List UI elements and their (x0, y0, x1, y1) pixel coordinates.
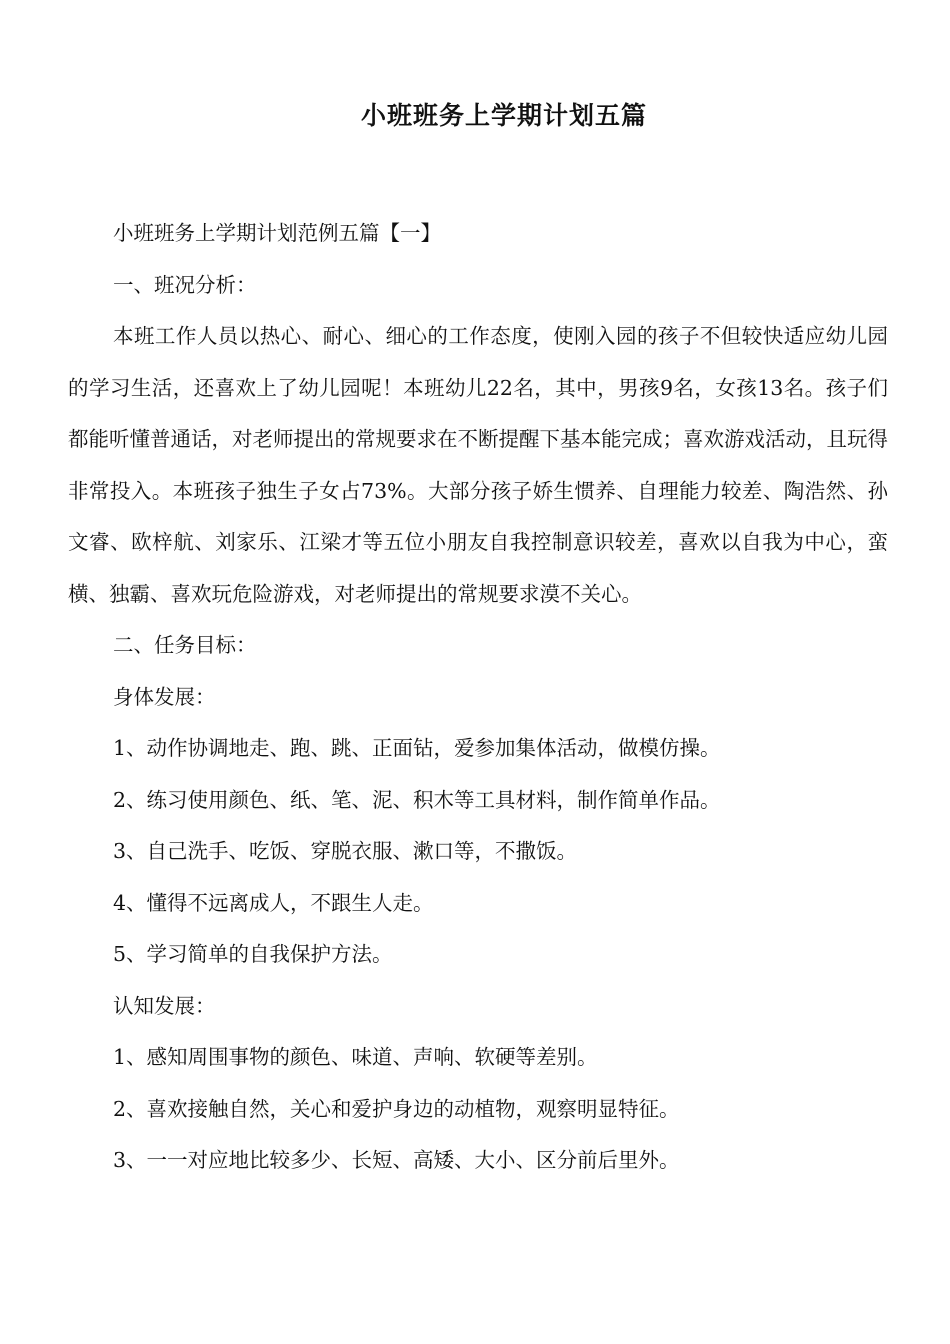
document-title: 小班班务上学期计划五篇 (360, 101, 647, 130)
section-heading-example-one: 小班班务上学期计划范例五篇【一】 (113, 221, 441, 245)
list-item-physical-1: 1、动作协调地走、跑、跳、正面钻，爱参加集体活动，做模仿操。 (113, 736, 721, 760)
subheading-physical-development: 身体发展： (113, 684, 216, 709)
heading-task-goals: 二、任务目标： (113, 633, 257, 657)
list-item-cognitive-3: 3、一一对应地比较多少、长短、高矮、大小、区分前后里外。 (113, 1148, 680, 1172)
list-item-cognitive-1: 1、感知周围事物的颜色、味道、声响、软硬等差别。 (113, 1045, 598, 1069)
subheading-cognitive-development: 认知发展： (113, 993, 216, 1018)
list-item-physical-4: 4、懂得不远离成人，不跟生人走。 (113, 890, 434, 915)
paragraph-class-analysis: 本班工作人员以热心、耐心、细心的工作态度，使刚入园的孩子不但较快适应幼儿园的学习生活，还喜欢上了幼儿园呢！本班幼儿22名，其中，男孩9名，女孩13名。孩子们都能听懂普通话，对老师提出的常规要求在不断提醒下基本能完成；喜欢游戏活动，且玩得非常投入。本班孩子独生子女占73%。大部分孩子娇生惯养、自理能力较差、陶浩然、孙文睿、欧梓航、刘家乐、江梁才等五位小朋友自我控制意识较差，喜欢以自我为中心，蛮横、独霸、喜欢玩危险游戏，对老师提出的常规要求漠不关心。 (68, 324, 888, 606)
document-body (68, 208, 888, 1187)
list-item-physical-5: 5、学习简单的自我保护方法。 (113, 942, 393, 966)
list-item-cognitive-2: 2、喜欢接触自然，关心和爱护身边的动植物，观察明显特征。 (113, 1096, 680, 1121)
list-item-physical-3: 3、自己洗手、吃饭、穿脱衣服、漱口等，不撒饭。 (113, 839, 578, 863)
heading-class-analysis: 一、班况分析： (113, 272, 257, 297)
list-item-physical-2: 2、练习使用颜色、纸、笔、泥、积木等工具材料，制作简单作品。 (113, 787, 721, 812)
